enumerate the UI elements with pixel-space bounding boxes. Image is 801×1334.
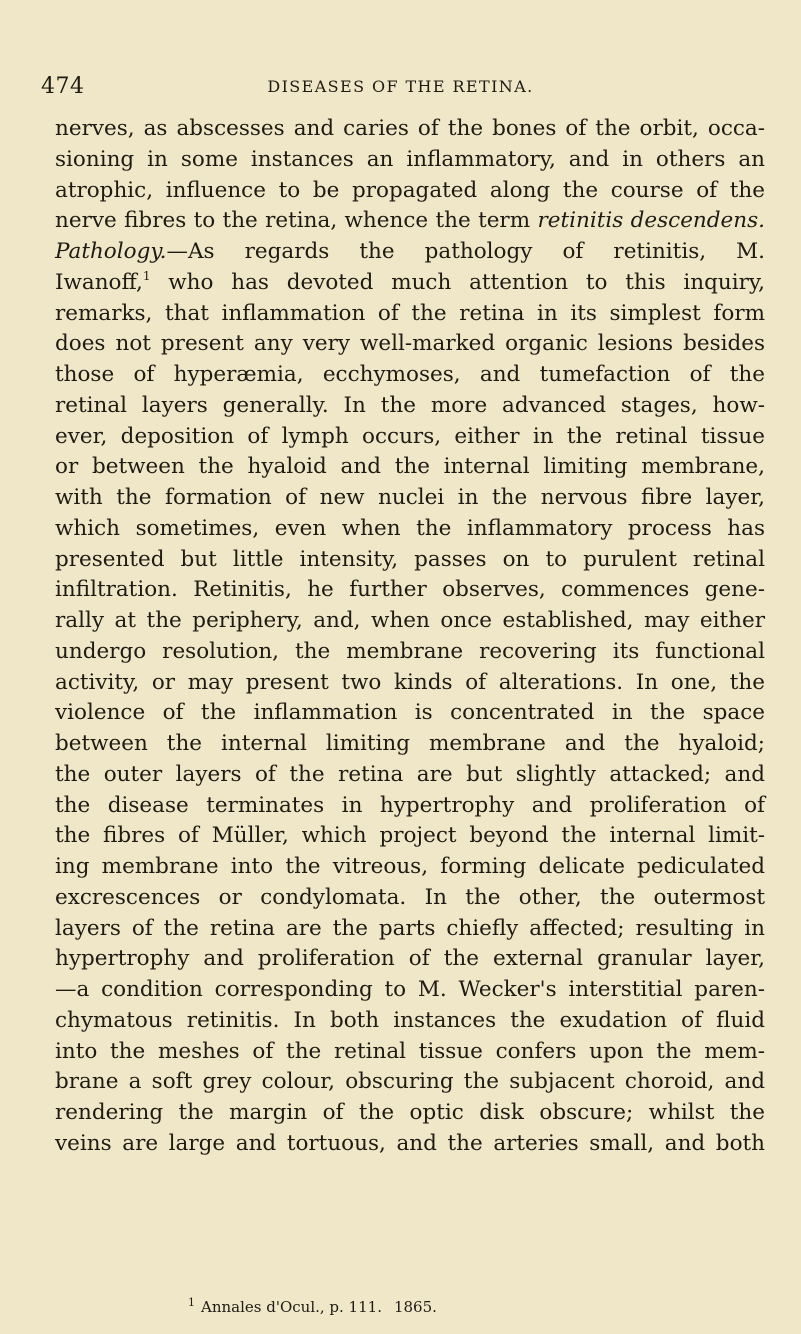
text-line: chymatous retinitis. In both instances the exudation of fluid (55, 1007, 765, 1033)
italic-term: retinitis descendens. (537, 208, 765, 234)
text-line: hypertrophy and proliferation of the external granular layer, (55, 946, 765, 972)
text-line (55, 268, 765, 299)
text-line: ing membrane into the vitreous, forming delicate pediculated (55, 854, 765, 879)
text-line: those of hyperæmia, ecchymoses, and tumefaction of the (55, 362, 765, 387)
text-line: into the meshes of the retinal tissue confers upon the mem- (55, 1038, 765, 1064)
text-line: excrescences or condylomata. In the other, the outermost (55, 884, 765, 910)
footnote (188, 1296, 437, 1316)
text-line: brane a soft grey colour, obscuring the subjacent choroid, and (55, 1069, 765, 1095)
text-line: rally at the periphery, and, when once established, may either (55, 608, 765, 633)
text-line: between the internal limiting membrane and the hyaloid; (55, 731, 765, 756)
text-line: violence of the inflammation is concentrated in the space (55, 700, 765, 726)
text-line: veins are large and tortuous, and the arteries small, and both (55, 1130, 765, 1156)
text-line: nerves, as abscesses and caries of the bones of the orbit, occa- (55, 116, 765, 141)
text-line: the fibres of Müller, which project beyond the internal limit- (55, 823, 765, 849)
text-line: rendering the margin of the optic disk obscure; whilst the (55, 1100, 765, 1125)
text-segment: —As regards the pathology of retinitis, M. (166, 239, 765, 264)
text-line: ever, deposition of lymph occurs, either in the retinal tissue (55, 423, 765, 449)
running-title: DISEASES OF THE RETINA. (267, 77, 534, 96)
text-line: infiltration. Retinitis, he further observes, commences gene- (55, 577, 765, 603)
text-line: —a condition corresponding to M. Wecker's interstitial paren- (55, 977, 765, 1002)
text-line: undergo resolution, the membrane recovering its functional (55, 638, 765, 664)
body-text (55, 114, 765, 1160)
text-segment: who has devoted much attention to this inquiry, (150, 269, 765, 295)
text-line: layers of the retina are the parts chiefly affected; resulting in (55, 915, 765, 941)
footnote-source: Annales d'Ocul., p. 111. (201, 1298, 382, 1316)
text-line: atrophic, influence to be propagated along the course of the (55, 177, 765, 203)
text-line: the disease terminates in hypertrophy and proliferation of (55, 792, 765, 818)
text-line (55, 206, 765, 237)
footnote-reference: 1 (142, 268, 151, 283)
text-line: does not present any very well-marked organic lesions besides (55, 331, 765, 357)
text-line: the outer layers of the retina are but slightly attacked; and (55, 761, 765, 787)
text-line: or between the hyaloid and the internal limiting membrane, (55, 454, 765, 480)
text-segment: nerve fibres to the retina, whence the term (55, 208, 531, 234)
text-line: sioning in some instances an inflammatory, and in others an (55, 146, 765, 172)
text-line (55, 237, 765, 268)
footnote-year: 1865. (393, 1298, 437, 1316)
text-line: with the formation of new nuclei in the nervous fibre layer, (55, 485, 765, 510)
text-line: presented but little intensity, passes on to purulent retinal (55, 546, 765, 572)
text-line: remarks, that inflammation of the retina in its simplest form (55, 300, 765, 326)
text-segment: Iwanoff, (55, 269, 143, 295)
text-line: which sometimes, even when the inflammatory process has (55, 515, 765, 541)
footnote-marker: 1 (188, 1296, 195, 1309)
text-line: retinal layers generally. In the more advanced stages, how- (55, 392, 765, 418)
text-line: activity, or may present two kinds of alterations. In one, the (55, 669, 765, 695)
section-heading: Pathology. (55, 239, 167, 264)
page-number: 474 (41, 74, 85, 99)
